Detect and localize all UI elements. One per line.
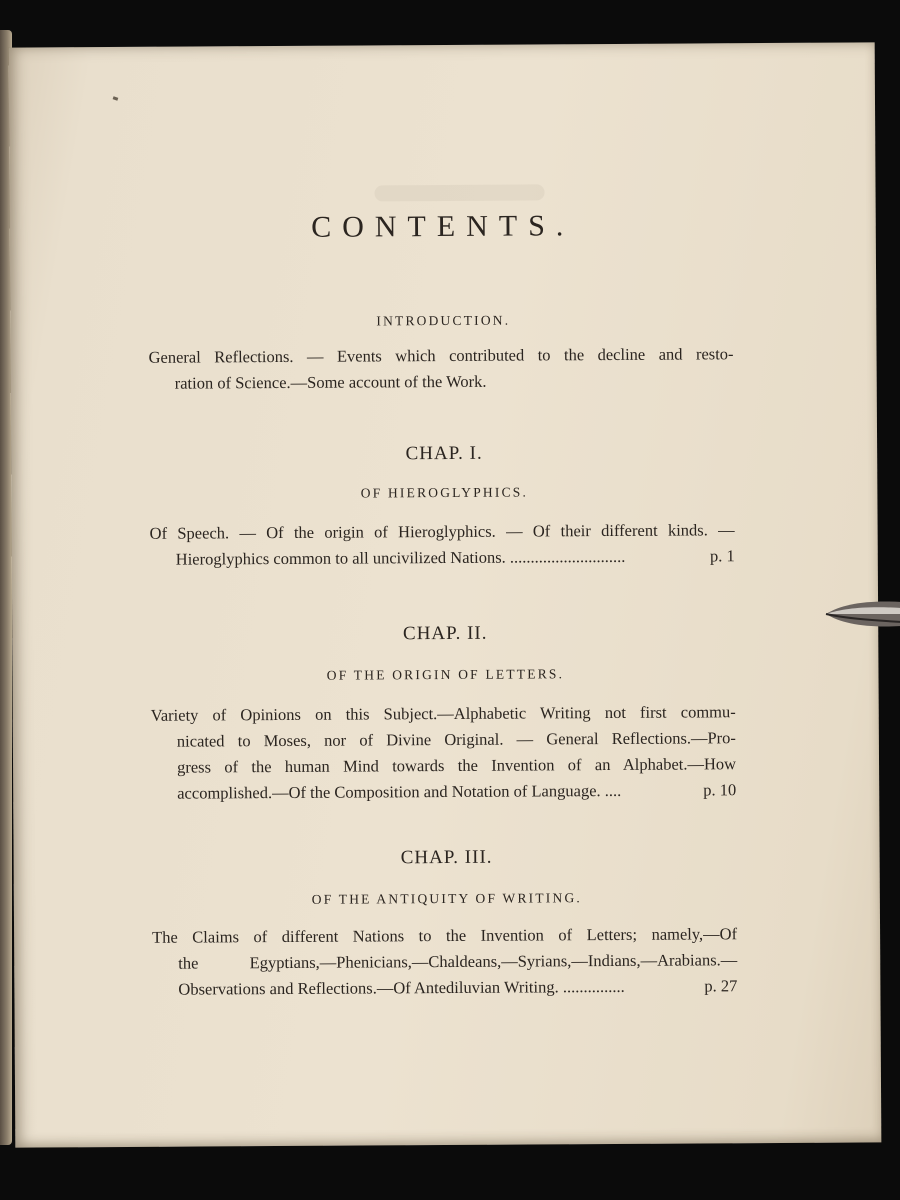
summary-line: nicated to Moses, nor of Divine Original. — General Reflections.—Pro- [176,728,736,751]
chapter-1-summary [150,517,735,573]
chapter-1-heading: CHAP. I. [405,442,483,465]
summary-line: The Claims of different Nations to the Invention of Letters; namely,—Of [152,924,738,947]
book-page [9,42,882,1147]
summary-line: Of Speech. — Of the origin of Hieroglyphics. — Of their different kinds. — [149,520,735,543]
summary-line [178,973,737,1002]
summary-line-text: accomplished.—Of the Composition and Notation of Language. .... [177,780,622,803]
summary-line: ration of Science.—Some account of the Work. [174,371,487,393]
introduction-summary [148,341,733,397]
chapter-2-heading: CHAP. II. [402,622,488,645]
summary-line: Variety of Opinions on this Subject.—Alphabetic Writing not first commu- [150,702,736,725]
page-title: CONTENTS. [311,209,575,244]
summary-line-text: Observations and Reflections.—Of Antediluvian Writing. ............... [178,976,625,999]
page-reference: p. 1 [709,546,735,566]
page-speck [113,96,119,101]
chapter-2-summary [151,699,737,807]
page-reference: p. 27 [704,976,738,996]
page-marker-tab [822,596,900,632]
page-reference: p. 10 [703,780,737,800]
summary-line: the Egyptians,—Phenicians,—Chaldeans,—Syrians,—Indians,—Arabians.— [178,950,738,973]
summary-line [176,543,735,572]
summary-line-text: Hieroglyphics common to all uncivilized Nations. ............................ [175,546,626,569]
summary-line [177,777,736,806]
chapter-2-subtitle: OF THE ORIGIN OF LETTERS. [326,666,565,683]
summary-line: gress of the human Mind towards the Invention of an Alphabet.—How [176,754,737,777]
chapter-3-summary [152,921,737,1003]
chapter-3-subtitle: OF THE ANTIQUITY OF WRITING. [311,890,583,907]
chapter-3-heading: CHAP. III. [400,846,493,869]
chapter-1-subtitle: OF HIEROGLYPHICS. [360,484,529,501]
summary-line: General Reflections. — Events which contributed to the decline and resto- [148,344,734,367]
introduction-heading: INTRODUCTION. [376,312,511,329]
show-through-text [374,184,544,201]
